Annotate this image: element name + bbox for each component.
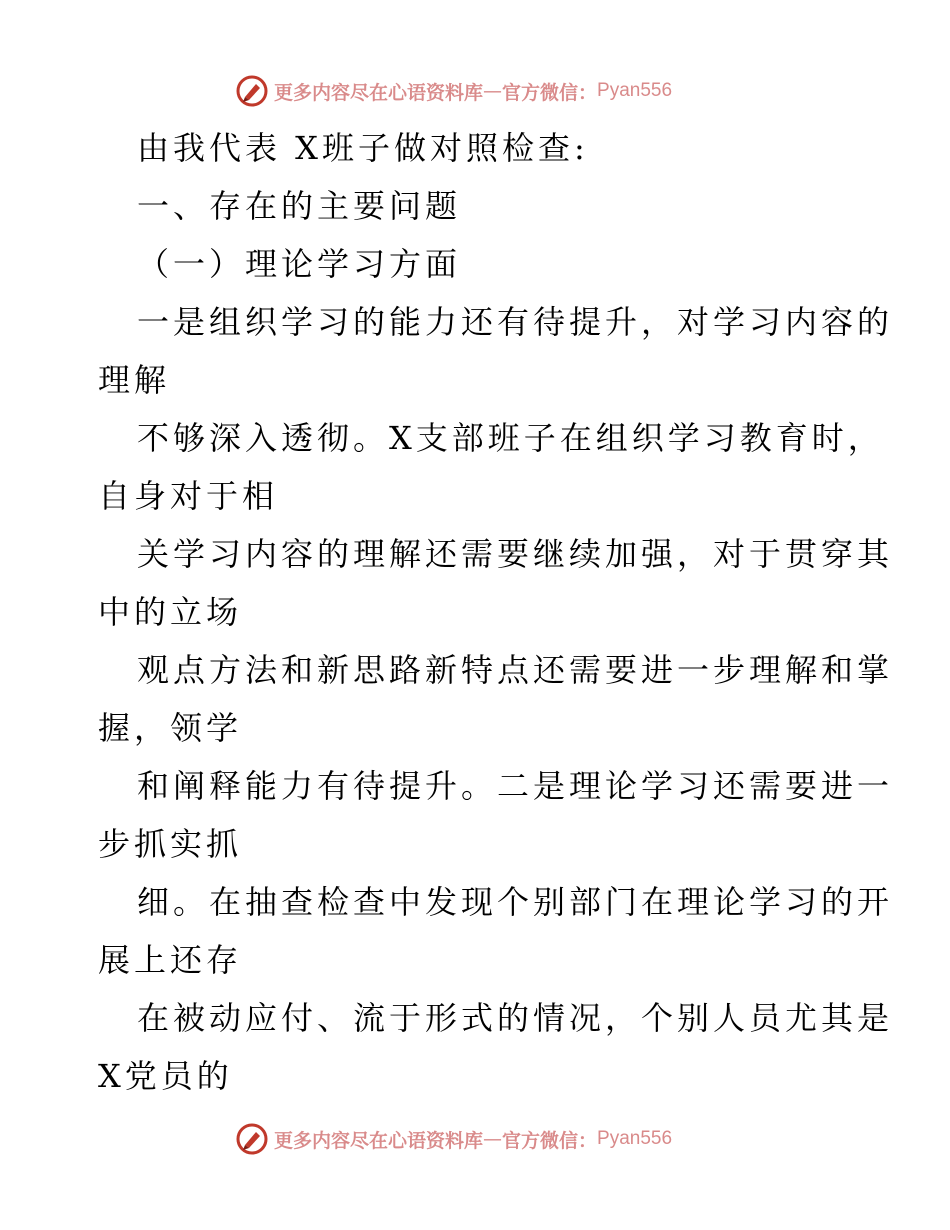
paragraph-line: 自身对于相 xyxy=(98,477,279,515)
watermark-official-label: 官方微信： xyxy=(502,1129,598,1152)
paragraph-line: 由我代表 X班子做对照检查: xyxy=(137,129,589,167)
watermark-wechat-id: Pyan556 xyxy=(597,1128,673,1149)
watermark-header xyxy=(236,74,672,108)
pen-logo-icon xyxy=(236,75,268,107)
paragraph-line: 步抓实抓 xyxy=(98,825,243,863)
paragraph-line: 在被动应付、流于形式的情况，个别人员尤其是 xyxy=(137,999,894,1037)
watermark-main-text: 更多内容尽在心语资料库 xyxy=(274,81,484,104)
watermark-footer xyxy=(236,1122,672,1156)
watermark-separator: — xyxy=(483,80,503,102)
watermark-wechat-id: Pyan556 xyxy=(597,80,673,101)
paragraph-line: 关学习内容的理解还需要继续加强，对于贯穿其 xyxy=(137,535,894,573)
paragraph-line: X党员的 xyxy=(98,1057,233,1095)
pen-logo-icon xyxy=(236,1123,268,1155)
watermark-separator: — xyxy=(483,1128,503,1150)
paragraph-line: 和阐释能力有待提升。二是理论学习还需要进一 xyxy=(137,767,894,805)
paragraph-line: 细。在抽查检查中发现个别部门在理论学习的开 xyxy=(137,883,894,921)
paragraph-line: 观点方法和新思路新特点还需要进一步理解和掌 xyxy=(137,651,894,689)
paragraph-line: 不够深入透彻。X支部班子在组织学习教育时， xyxy=(137,419,884,457)
paragraph-line: 握，领学 xyxy=(98,709,243,747)
paragraph-line: 理解 xyxy=(98,361,171,399)
watermark-main-text: 更多内容尽在心语资料库 xyxy=(274,1129,484,1152)
paragraph-line: 中的立场 xyxy=(98,593,243,631)
paragraph-line: 一是组织学习的能力还有待提升，对学习内容的 xyxy=(137,303,894,341)
subsection-heading: （一）理论学习方面 xyxy=(137,245,462,283)
watermark-official-label: 官方微信： xyxy=(502,81,598,104)
paragraph-line: 展上还存 xyxy=(98,941,243,979)
section-heading: 一、存在的主要问题 xyxy=(137,187,462,225)
